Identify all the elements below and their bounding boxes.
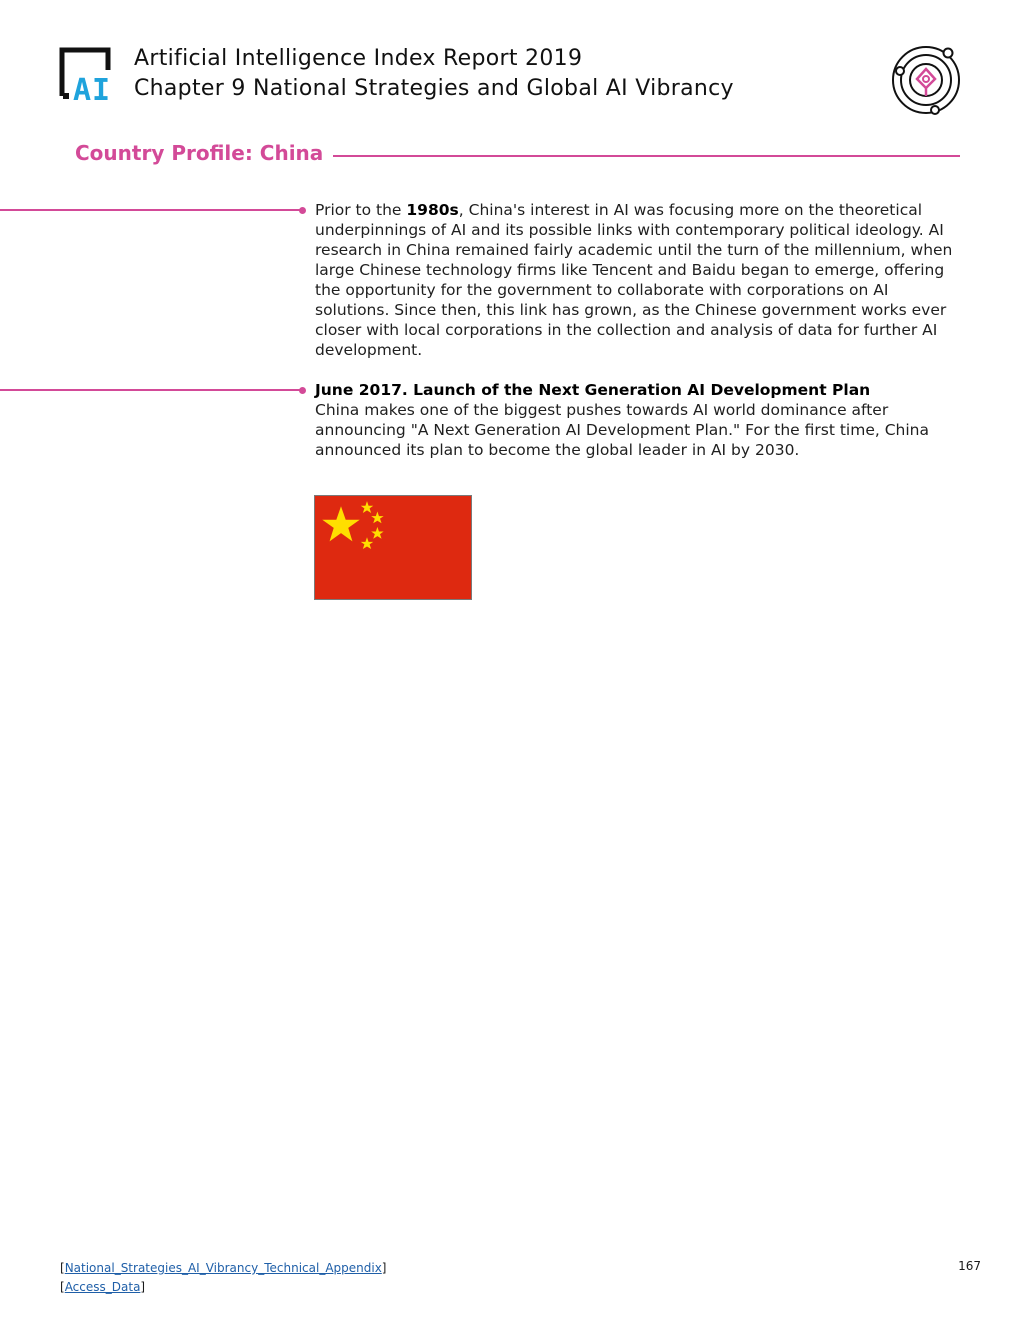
section-divider	[333, 155, 960, 157]
timeline-dot	[299, 387, 306, 394]
milestone-heading: June 2017. Launch of the Next Generation AI Development Plan	[315, 381, 871, 399]
timeline-connector	[0, 389, 302, 391]
footer-links: [National_Strategies_AI_Vibrancy_Technical_Appendix] [Access_Data]	[60, 1261, 387, 1294]
access-data-link[interactable]: Access_Data	[64, 1280, 141, 1294]
orbit-emblem-icon	[888, 42, 964, 118]
report-title: Artificial Intelligence Index Report 2019	[134, 46, 583, 71]
logo-text: AI	[73, 73, 112, 102]
history-paragraph	[315, 200, 955, 360]
report-header	[134, 44, 734, 104]
chapter-title: Chapter 9 National Strategies and Global AI Vibrancy	[134, 76, 734, 101]
paragraph-prefix: Prior to the	[315, 201, 407, 219]
milestone-paragraph	[315, 380, 955, 460]
technical-appendix-link[interactable]: National_Strategies_AI_Vibrancy_Technical_Appendix	[64, 1261, 382, 1275]
page-number: 167	[958, 1259, 981, 1273]
ai-index-logo	[59, 46, 121, 102]
timeline-dot	[299, 207, 306, 214]
milestone-body: China makes one of the biggest pushes towards AI world dominance after announcing "A Next Generation AI Development Plan." For the first time, China announced its plan to become the global leader in AI by 2030.	[315, 401, 929, 459]
emphasis-1980s: 1980s	[406, 201, 459, 219]
timeline-connector	[0, 209, 302, 211]
paragraph-body: , China's interest in AI was focusing more on the theoretical underpinnings of AI and its possible links with contemporary political ideology. AI research in China remained fairly academic until the turn of the millennium, when large Chinese technology firms like Tencent and Baidu began to emerge, offering the opportunity for the government to collaborate with corporations on AI solutions. Since then, this link has grown, as the Chinese government works ever closer with local corporations in the collection and analysis of data for further AI development.	[315, 201, 953, 359]
section-title: Country Profile: China	[75, 141, 324, 165]
china-flag	[314, 495, 472, 600]
